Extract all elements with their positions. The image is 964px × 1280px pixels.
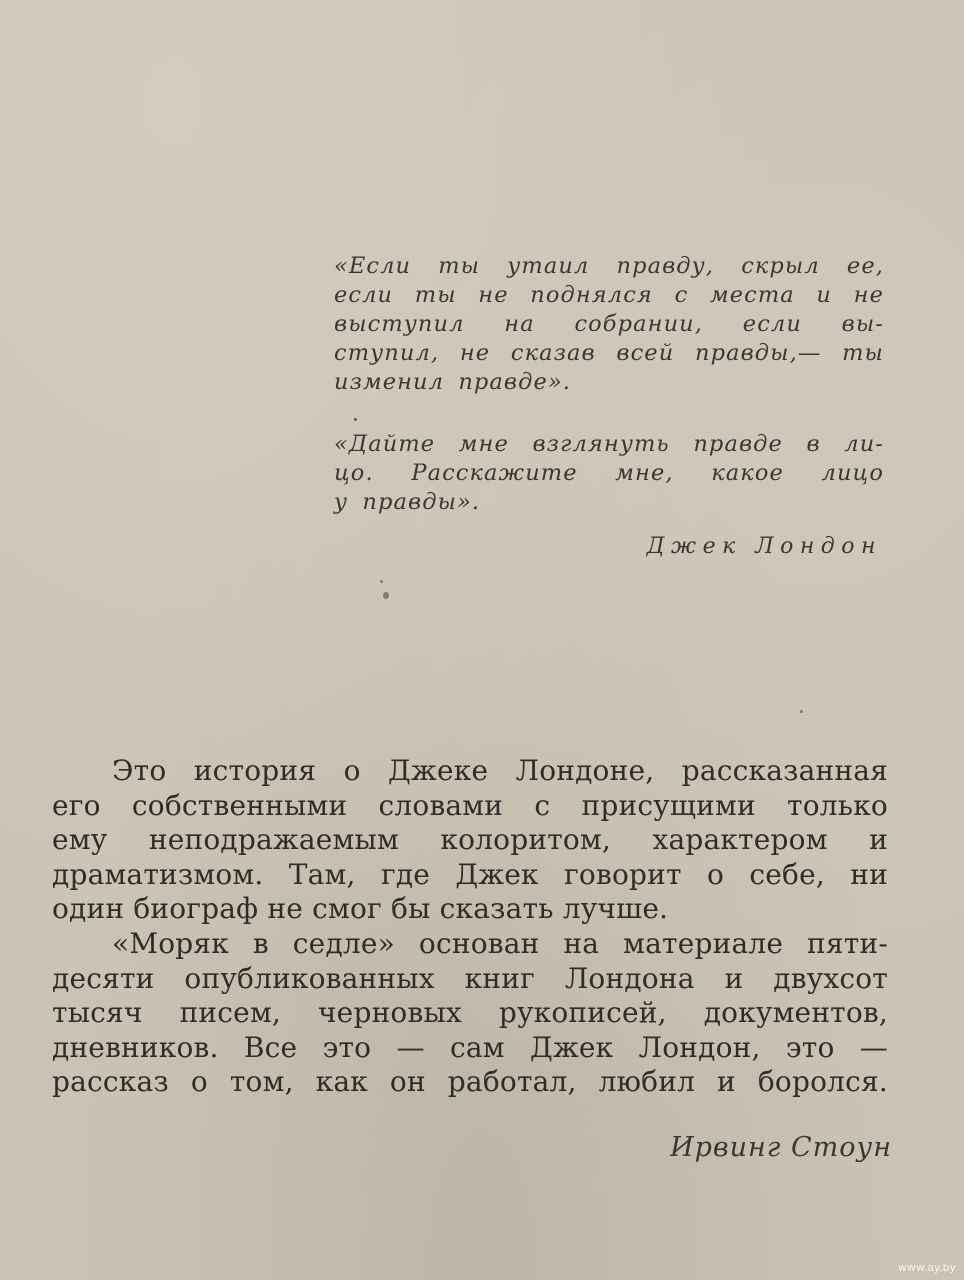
epigraph-line: если ты не поднялся с места и не — [334, 282, 884, 308]
epigraph-line: изменил правде». — [334, 369, 572, 395]
main-paragraphs — [52, 754, 888, 1100]
body-line: дневников. Все это — сам Джек Лондон, это — — [52, 1030, 888, 1064]
text-author: Ирвинг Стоун — [670, 1132, 892, 1163]
body-line: рассказ о том, как он работал, любил и боролся. — [52, 1065, 888, 1099]
body-line: «Моряк в седле» основан на материале пяти- — [112, 926, 888, 960]
epigraph-line: «Дайте мне взглянуть правде в ли- — [334, 431, 884, 457]
body-line: тысяч писем, черновых рукописей, документов, — [52, 996, 888, 1030]
body-line: драматизмом. Там, где Джек говорит о себе, ни — [52, 857, 888, 891]
paper-speck — [800, 710, 803, 713]
epigraph-quote-1 — [334, 252, 884, 397]
epigraph-author: Джек Лондон — [646, 534, 882, 559]
body-line: десяти опубликованных книг Лондона и двухсот — [52, 961, 888, 995]
epigraph-line: «Если ты утаил правду, скрыл ее, — [334, 253, 884, 279]
body-line: Это история о Джеке Лондоне, рассказанная — [112, 754, 888, 787]
epigraph-line: выступил на собрании, если вы- — [334, 311, 884, 337]
paper-speck — [383, 592, 389, 599]
body-line: его собственными словами с присущими только — [52, 788, 888, 822]
epigraph-quote-2 — [334, 430, 884, 517]
epigraph-line: ступил, не сказав всей правды,— ты — [334, 340, 884, 366]
site-watermark: www.ay.by — [897, 1261, 956, 1274]
body-line: ему неподражаемым колоритом, характером и — [52, 823, 888, 857]
epigraph-line: цо. Расскажите мне, какое лицо — [334, 460, 884, 486]
paper-speck — [380, 580, 383, 583]
body-line: один биограф не смог бы сказать лучше. — [52, 892, 669, 926]
paper-speck — [354, 418, 357, 421]
epigraph-line: у правды». — [334, 489, 481, 515]
